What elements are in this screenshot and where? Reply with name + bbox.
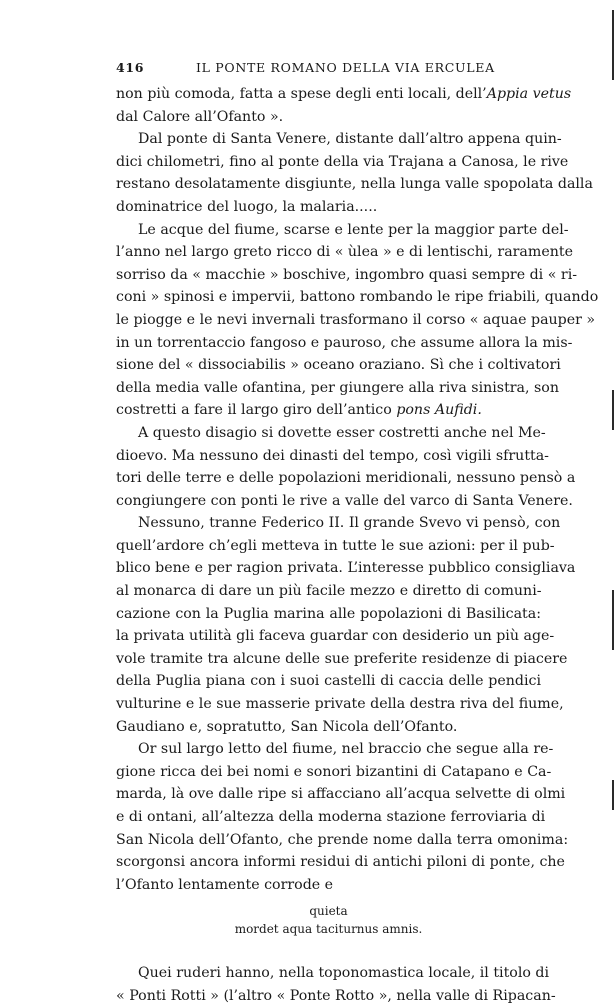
text-line: San Nicola dell’Ofanto, che prende nome dalla terra omonima: [116,831,569,848]
latin-quote-line: mordet aqua taciturnus amnis. [234,922,423,937]
text-line: congiungere con ponti le rive a valle del varco di Santa Venere. [116,492,573,509]
page-edge-mark [612,590,614,650]
latin-quote-line: quieta [309,904,348,919]
text-line: Nessuno, tranne Federico II. Il grande Svevo vi pensò, con [138,515,561,532]
text-line: dal Calore all’Ofanto ». [116,108,284,125]
text-line: cazione con la Puglia marina alle popolazioni di Basilicata: [116,605,541,622]
text-line: dioevo. Ma nessuno dei dinasti del tempo, così vigili sfrutta- [116,447,549,464]
text-line: sorriso da « macchie » boschive, ingombro quasi sempre di « ri- [116,266,578,283]
text-line: Gaudiano e, sopratutto, San Nicola dell’Ofanto. [116,718,458,735]
page-edge-mark [612,10,614,80]
text-line: Quei ruderi hanno, nella toponomastica locale, il titolo di [138,965,550,982]
body-text [116,83,599,1008]
text-line: A questo disagio si dovette esser costretti anche nel Me- [138,424,546,441]
text-line: tori delle terre e delle popolazioni meridionali, nessuno pensò a [116,470,576,487]
text-line: al monarca di dare un più facile mezzo e diretto di comuni- [116,583,542,600]
text-line: non più comoda, fatta a spese degli enti locali, dell’Appia vetus [116,86,572,102]
page-number: 416 [116,60,145,75]
text-line: blico bene e per ragion privata. L’interesse pubblico consigliava [116,560,576,577]
text-line: gione ricca dei bei nomi e sonori bizantini di Catapano e Ca- [116,763,552,780]
text-line: Or sul largo letto del fiume, nel braccio che segue alla re- [138,741,554,758]
text-line: l’anno nel largo greto ricco di « ùlea » e di lentischi, raramente [116,244,573,261]
text-line: le piogge e le nevi invernali trasformano il corso « aquae pauper » [116,311,596,328]
text-line: dici chilometri, fino al ponte della via Trajana a Canosa, le rive [116,153,569,170]
text-line: marda, là ove dalle ripe si affacciano all’acqua selvette di olmi [116,786,566,803]
text-line: costretti a fare il largo giro dell’antico pons Aufidi. [116,402,482,419]
italic-phrase: Appia vetus [486,86,572,102]
text-line: Dal ponte di Santa Venere, distante dall’altro appena quin- [138,131,562,148]
italic-phrase: pons Aufidi. [396,402,482,419]
text-line: vole tramite tra alcune delle sue preferite residenze di piacere [116,650,568,667]
text-line: « Ponti Rotti » (l’altro « Ponte Rotto », nella valle di Ripacan- [116,987,556,1004]
text-line: della media valle ofantina, per giungere alla riva sinistra, son [116,379,559,396]
text-line: dominatrice del luogo, la malaria..... [116,198,378,215]
page-edge-mark [612,390,614,430]
text-line: della Puglia piana con i suoi castelli di caccia delle pendici [116,673,541,690]
page-header [116,60,541,80]
page-edge-mark [612,780,614,810]
text-line: quell’ardore ch’egli metteva in tutte le sue azioni: per il pub- [116,537,555,554]
text-line: Le acque del fiume, scarse e lente per la maggior parte del- [138,221,569,238]
text-line: l’Ofanto lentamente corrode e [116,876,334,893]
text-line: restano desolatamente disgiunte, nella lunga valle spopolata dalla [116,176,593,193]
running-title: IL PONTE ROMANO DELLA VIA ERCULEA [196,60,495,75]
text-line: coni » spinosi e impervii, battono rombando le ripe friabili, quando [116,289,599,306]
text-line: in un torrentaccio fangoso e pauroso, che assume allora la mis- [116,334,573,351]
text-line: la privata utilità gli faceva guardar con desiderio un più age- [116,628,555,645]
text-line: e di ontani, all’altezza della moderna stazione ferroviaria di [116,809,546,825]
text-line: sione del « dissociabilis » oceano oraziano. Sì che i coltivatori [116,357,561,374]
text-line: vulturine e le sue masserie private della destra riva del fiume, [116,696,564,713]
text-line: scorgonsi ancora informi residui di antichi piloni di ponte, che [116,854,565,871]
